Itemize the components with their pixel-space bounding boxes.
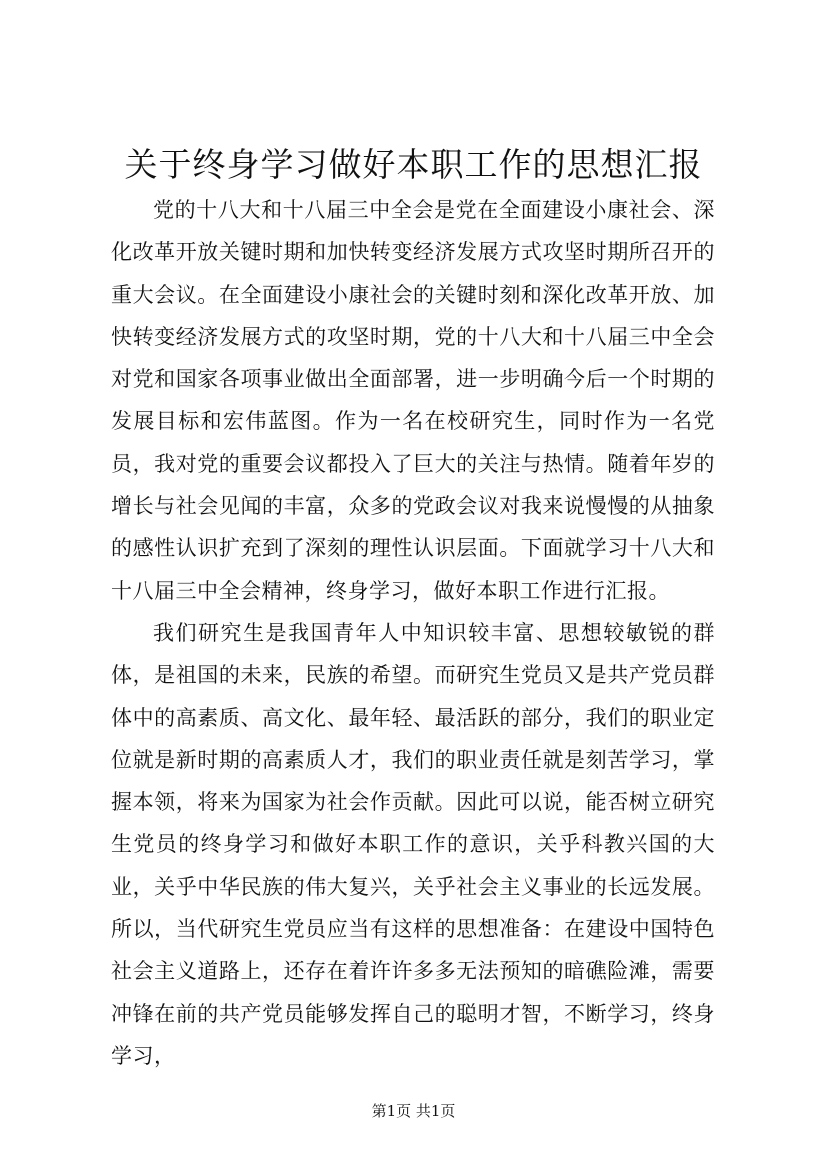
paragraph-1: 党的十八大和十八届三中全会是党在全面建设小康社会、深化改革开放关键时期和加快转变经济发展方式攻坚时期所召开的重大会议。在全面建设小康社会的关键时刻和深化改革开放、加快转变经济发展方式的攻坚时期，党的十八大和十八届三中全会对党和国家各项事业做出全面部署，进一步明确今后一个时期的发展目标和宏伟蓝图。作为一名在校研究生，同时作为一名党员，我对党的重要会议都投入了巨大的关注与热情。随着年岁的增长与社会见闻的丰富，众多的党政会议对我来说慢慢的从抽象的感性认识扩充到了深刻的理性认识层面。下面就学习十八大和十八届三中全会精神，终身学习，做好本职工作进行汇报。	[111, 198, 715, 603]
document-title: 关于终身学习做好本职工作的思想汇报	[124, 145, 703, 184]
document-body	[111, 189, 715, 1077]
page-footer: 第1页 共1页	[371, 1102, 456, 1120]
paragraph-2: 我们研究生是我国青年人中知识较丰富、思想较敏锐的群体，是祖国的未来，民族的希望。而研究生党员又是共产党员群体中的高素质、高文化、最年轻、最活跃的部分，我们的职业定位就是新时期的高素质人才，我们的职业责任就是刻苦学习，掌握本领，将来为国家为社会作贡献。因此可以说，能否树立研究生党员的终身学习和做好本职工作的意识，关乎科教兴国的大业，关乎中华民族的伟大复兴，关乎社会主义事业的长远发展。所以，当代研究生党员应当有这样的思想准备：在建设中国特色社会主义道路上，还存在着许许多多无法预知的暗礁险滩，需要冲锋在前的共产党员能够发挥自己的聪明才智，不断学习，终身学习，	[111, 620, 715, 1068]
